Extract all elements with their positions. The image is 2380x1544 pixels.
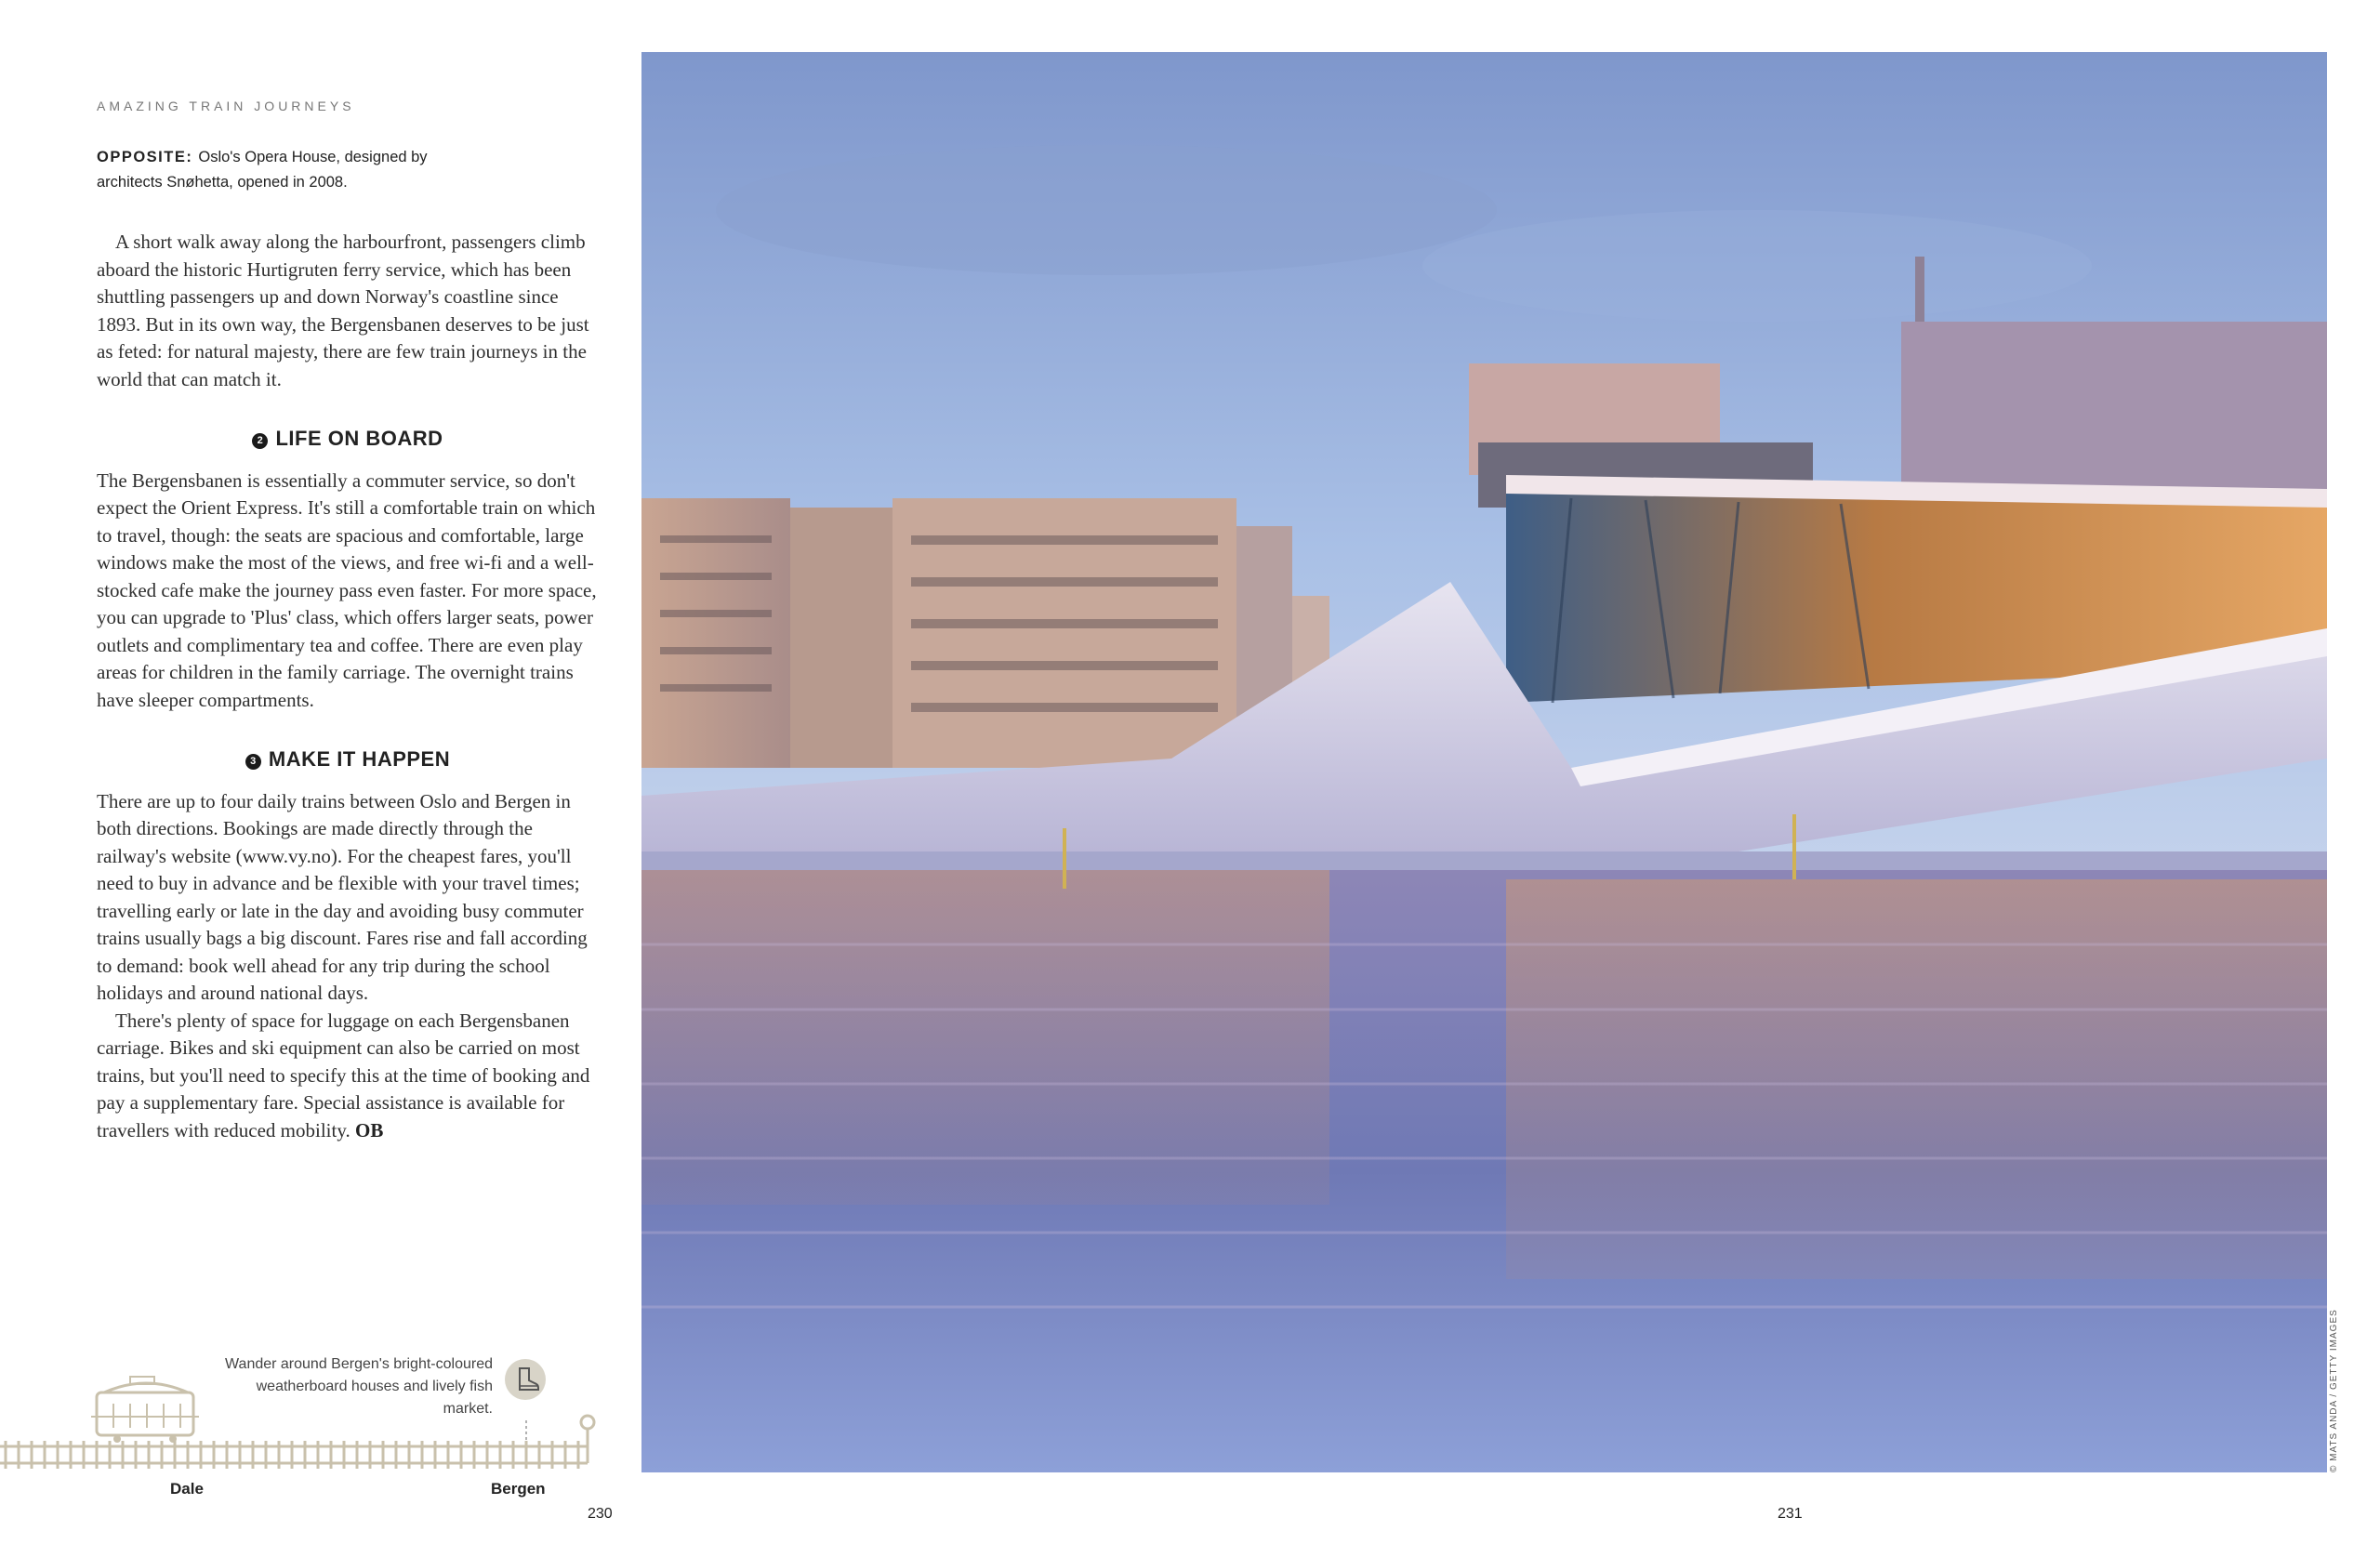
opera-house-photo bbox=[641, 52, 2327, 1472]
caption-text: Oslo's Opera House, designed by architects Snøhetta, opened in 2008. bbox=[97, 149, 428, 191]
route-track bbox=[0, 1376, 641, 1478]
section-number-badge: 2 bbox=[252, 433, 268, 449]
section-heading-life-on-board bbox=[97, 425, 599, 453]
section-number-badge: 3 bbox=[245, 754, 261, 770]
body-paragraph: The Bergensbanen is essentially a commuter service, so don't expect the Orient Express. It's still a comfortable train on which to travel, though: the seats are spacious and comfortable, large windows make the most of the views, and free wi-fi and a well-stocked cafe make the journey pass even faster. For more space, you can upgrade to 'Plus' class, which offers larger seats, power outlets and complimentary tea and coffee. There are even play areas for children in the family carriage. The overnight trains have sleeper compartments. bbox=[97, 468, 597, 711]
running-head: AMAZING TRAIN JOURNEYS bbox=[97, 99, 355, 113]
body-paragraph-last bbox=[97, 1008, 599, 1145]
section-heading-make-it-happen bbox=[97, 746, 599, 773]
body-paragraph: There are up to four daily trains between Oslo and Bergen in both directions. Bookings are made directly through the railway's website (www.vy.no). For the cheapest fares, you'll need to buy in advance and be flexible with your travel times; travelling early or late in the day and avoiding busy commuter trains usually bags a big discount. Fares rise and fall according to demand: book well ahead for any trip during the school holidays and around national days. bbox=[97, 789, 588, 1004]
page-number-left: 230 bbox=[588, 1506, 613, 1522]
route-tip: Wander around Bergen's bright-coloured weatherboard houses and lively fish market. bbox=[225, 1356, 493, 1417]
photo-credit: © MATS ANDA / GETTY IMAGES bbox=[2329, 1309, 2339, 1472]
terminus-marker bbox=[581, 1416, 594, 1429]
author-signoff: OB bbox=[354, 1118, 384, 1142]
train-icon bbox=[91, 1377, 199, 1443]
section-heading-text: MAKE IT HAPPEN bbox=[268, 747, 451, 771]
photo-caption bbox=[97, 145, 487, 195]
station-label-dale: Dale bbox=[170, 1480, 204, 1498]
intro-paragraph: A short walk away along the harbourfront, passengers climb aboard the historic Hurtigruten ferry service, which has been shuttling passengers up and down Norway's coastline since 1893. But in its own way, the Bergensbanen deserves to be just as feted: for natural majesty, there are few train journeys in the world that can match it. bbox=[97, 231, 589, 390]
station-label-bergen: Bergen bbox=[491, 1480, 546, 1498]
rail-line bbox=[0, 1441, 588, 1469]
article-body bbox=[97, 229, 599, 1144]
section-heading-text: LIFE ON BOARD bbox=[275, 427, 443, 450]
left-page bbox=[0, 0, 641, 1544]
page-number-right: 231 bbox=[1778, 1506, 1803, 1522]
caption-label: OPPOSITE: bbox=[97, 149, 193, 165]
body-paragraph-text: There's plenty of space for luggage on each Bergensbanen carriage. Bikes and ski equipment can also be carried on most trains, but you'll need to specify this at the time of booking and pay a supplementary fare. Special assistance is available for travellers with reduced mobility. bbox=[97, 1009, 590, 1142]
